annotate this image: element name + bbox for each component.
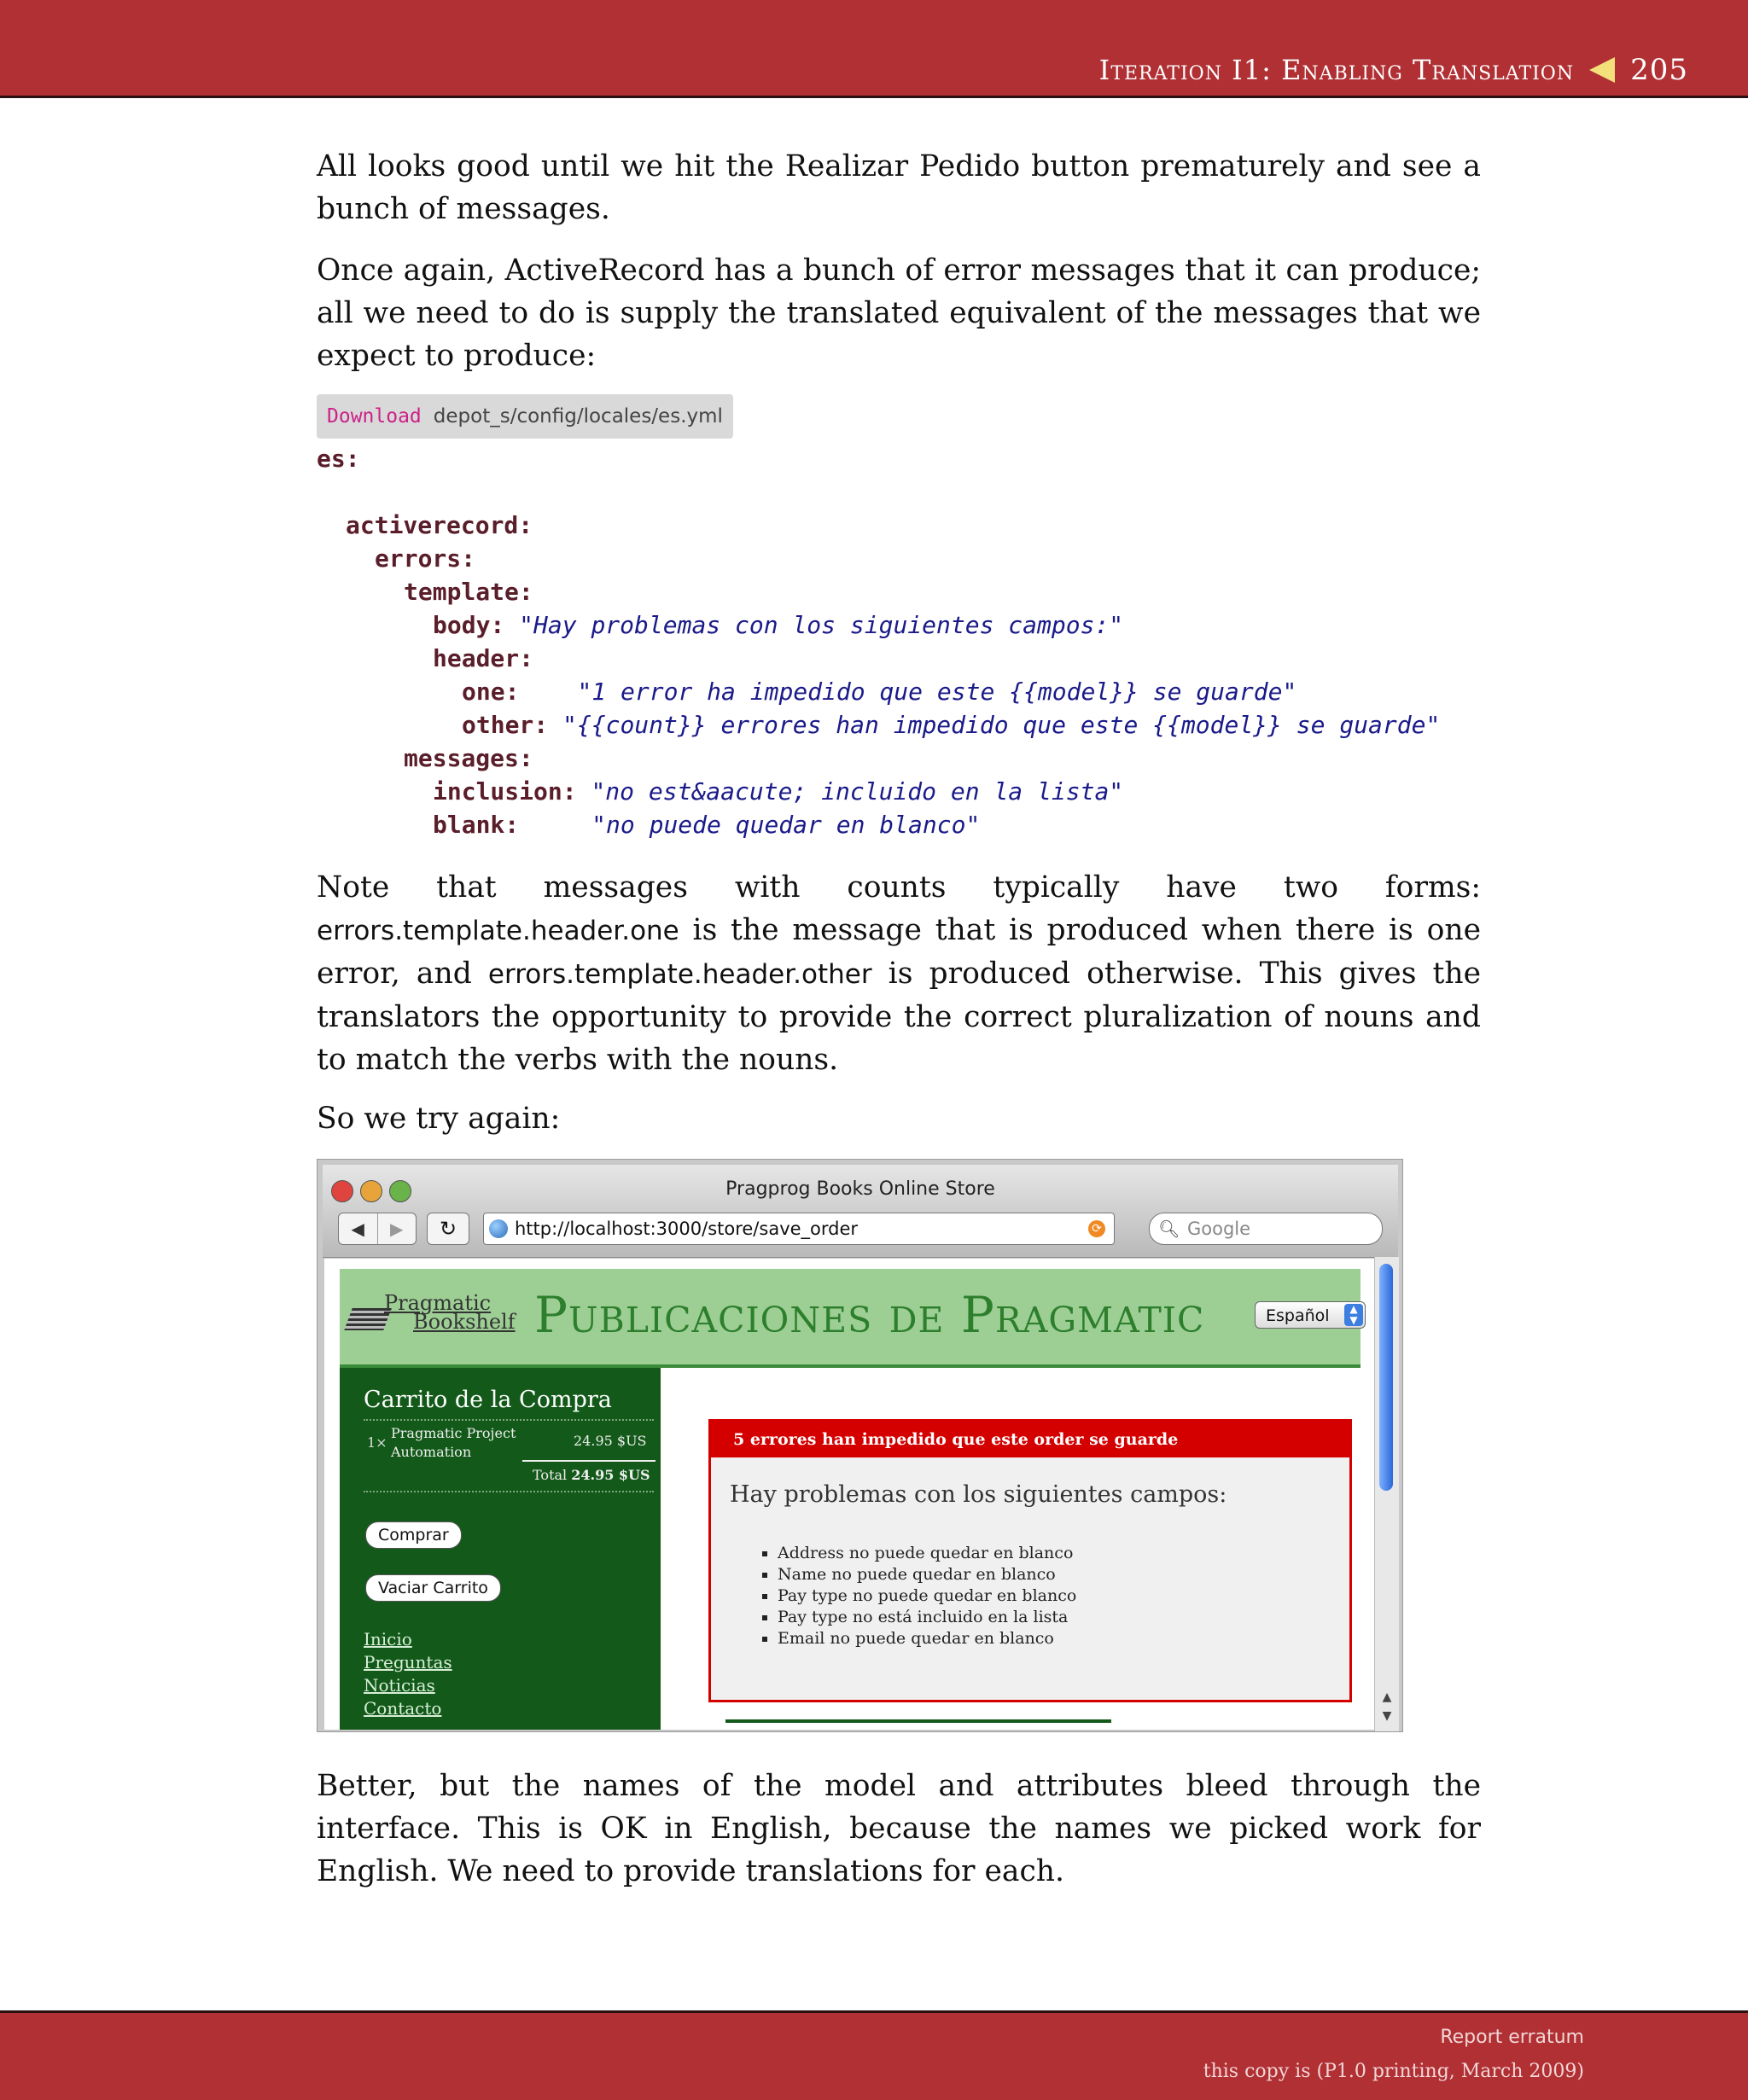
browser-screenshot: [317, 1159, 1403, 1732]
code-string: "no est&aacute; incluido en la lista": [591, 777, 1124, 806]
paragraph-1: All looks good until we hit the Realizar Pedido button prematurely and see a bunch of messages.: [317, 149, 1481, 226]
error-header: 5 errores han impedido que este order se guarde: [711, 1422, 1349, 1457]
code-string: "1 error ha impedido que este {{model}} se guarde": [577, 678, 1297, 706]
divider: [364, 1419, 654, 1421]
download-link[interactable]: Download: [327, 405, 422, 428]
vertical-scrollbar[interactable]: [1374, 1257, 1399, 1731]
cart-total-value: 24.95 $US: [571, 1467, 650, 1483]
chevron-updown-icon: ▲ ▼: [1344, 1304, 1363, 1326]
paragraph-3-text: is the message that is produced when there is one error, and: [317, 913, 1481, 991]
code-line: messages:: [404, 744, 533, 772]
rss-feed-icon[interactable]: ⟳: [1088, 1220, 1105, 1237]
cart-total-label: Total: [533, 1467, 568, 1483]
list-item: ▪ Name no puede quedar en blanco: [778, 1564, 1076, 1585]
store-banner: [340, 1269, 1361, 1368]
code-key: other:: [462, 711, 549, 739]
address-bar[interactable]: [483, 1213, 1115, 1245]
code-string: "no puede quedar en blanco": [591, 811, 981, 839]
cart-item-price: 24.95 $US: [574, 1433, 647, 1449]
divider: [725, 1719, 1111, 1723]
logo-text: Pragmatic: [384, 1291, 492, 1315]
cart-sidebar: [340, 1368, 661, 1730]
cart-total: [533, 1467, 650, 1483]
url-text: http://localhost:3000/store/save_order: [515, 1219, 859, 1239]
running-title: Iteration I1: Enabling Translation: [1098, 54, 1575, 86]
error-explanation: [708, 1419, 1352, 1702]
code-download-label: [317, 394, 733, 439]
store-title: Publicaciones de Pragmatic: [534, 1286, 1205, 1344]
paragraph-3: [317, 866, 1481, 1081]
cart-item-qty: 1×: [367, 1434, 387, 1451]
code-key: body:: [433, 611, 505, 639]
paragraph-3-text: is produced otherwise. This gives the translators the opportunity to provide the correct pluralization of nouns and to match the verbs with the nouns.: [317, 957, 1481, 1077]
cart-title: Carrito de la Compra: [364, 1387, 612, 1413]
cart-item-title-line: Pragmatic Project: [391, 1425, 516, 1441]
previous-page-arrow-icon[interactable]: [1589, 57, 1615, 83]
search-field[interactable]: [1149, 1213, 1383, 1245]
code-line: template:: [404, 578, 533, 606]
error-list: [759, 1543, 1076, 1649]
inline-code: errors.template.​header.other: [487, 959, 872, 990]
running-head: [1099, 53, 1688, 87]
scroll-up-arrow-icon[interactable]: ▲: [1382, 1690, 1392, 1704]
page-content: [324, 1259, 1387, 1730]
list-item: ▪ Pay type no puede quedar en blanco: [778, 1585, 1076, 1607]
page-number: 205: [1630, 53, 1688, 87]
report-erratum-link[interactable]: Report erratum: [1440, 2027, 1584, 2048]
site-globe-icon: [489, 1219, 508, 1238]
search-icon: 🔍︎: [1158, 1219, 1180, 1239]
bookshelf-logo[interactable]: [348, 1288, 516, 1347]
window-title: Pragprog Books Online Store: [725, 1178, 995, 1200]
list-item: ▪ Email no puede quedar en blanco: [778, 1628, 1076, 1649]
code-key: one:: [462, 678, 520, 706]
back-arrow-icon[interactable]: ◀: [351, 1219, 364, 1239]
code-file-path: depot_s/config/locales/es.yml: [433, 405, 723, 428]
code-line: errors:: [375, 544, 476, 573]
code-string: "Hay problemas con los siguientes campos:": [519, 611, 1124, 639]
forward-arrow-icon[interactable]: ▶: [377, 1213, 417, 1244]
search-placeholder: Google: [1187, 1219, 1251, 1239]
page-footer-band: [0, 2010, 1748, 2100]
divider: [522, 1460, 656, 1462]
cart-item-title: [391, 1424, 516, 1462]
list-item: ▪ Address no puede quedar en blanco: [778, 1543, 1076, 1564]
code-key: inclusion:: [433, 777, 577, 806]
reload-icon: ↻: [439, 1217, 457, 1241]
back-forward-buttons[interactable]: [338, 1213, 417, 1245]
error-intro: Hay problemas con los siguientes campos:: [730, 1481, 1227, 1508]
nav-link-contact[interactable]: Contacto: [364, 1698, 442, 1719]
language-value: Español: [1266, 1306, 1330, 1325]
inline-code: errors.template.header.​one: [317, 916, 679, 946]
code-line: activerecord:: [346, 511, 533, 539]
checkout-button[interactable]: Comprar: [365, 1521, 462, 1549]
language-select[interactable]: [1255, 1301, 1366, 1329]
divider: [364, 1491, 654, 1492]
nav-link-questions[interactable]: Preguntas: [364, 1652, 452, 1672]
reload-button[interactable]: [427, 1213, 469, 1245]
empty-cart-button[interactable]: Vaciar Carrito: [365, 1574, 501, 1602]
nav-link-home[interactable]: Inicio: [364, 1629, 412, 1649]
code-line: header:: [433, 644, 534, 672]
paragraph-2: Once again, ActiveRecord has a bunch of error messages that it can produce; all we need to do is supply the translated equivalent of the messages that we expect to produce:: [317, 253, 1481, 373]
code-string: "{{count}} errores han impedido que este {{model}} se guarde": [562, 711, 1441, 739]
code-key: blank:: [433, 811, 520, 839]
scroll-down-arrow-icon[interactable]: ▼: [1382, 1709, 1392, 1723]
list-item: ▪ Pay type no está incluido en la lista: [778, 1607, 1076, 1628]
nav-link-news[interactable]: Noticias: [364, 1675, 435, 1696]
paragraph-4: So we try again:: [317, 1102, 561, 1136]
page-header-band: [0, 0, 1748, 98]
browser-toolbar: [323, 1165, 1398, 1258]
logo-text: Bookshelf: [413, 1310, 516, 1334]
scrollbar-thumb[interactable]: [1379, 1264, 1393, 1491]
cart-item-title-line: Automation: [391, 1444, 472, 1460]
paragraph-5: Better, but the names of the model and attributes bleed through the interface. This is OK in English, because the names we picked work for English. We need to provide translations for each.: [317, 1769, 1481, 1888]
paragraph-3-text: Note that messages with counts typically have two forms:: [317, 870, 1481, 905]
copy-info: this copy is (P1.0 printing, March 2009): [1203, 2061, 1584, 2082]
code-line: es:: [317, 445, 360, 473]
